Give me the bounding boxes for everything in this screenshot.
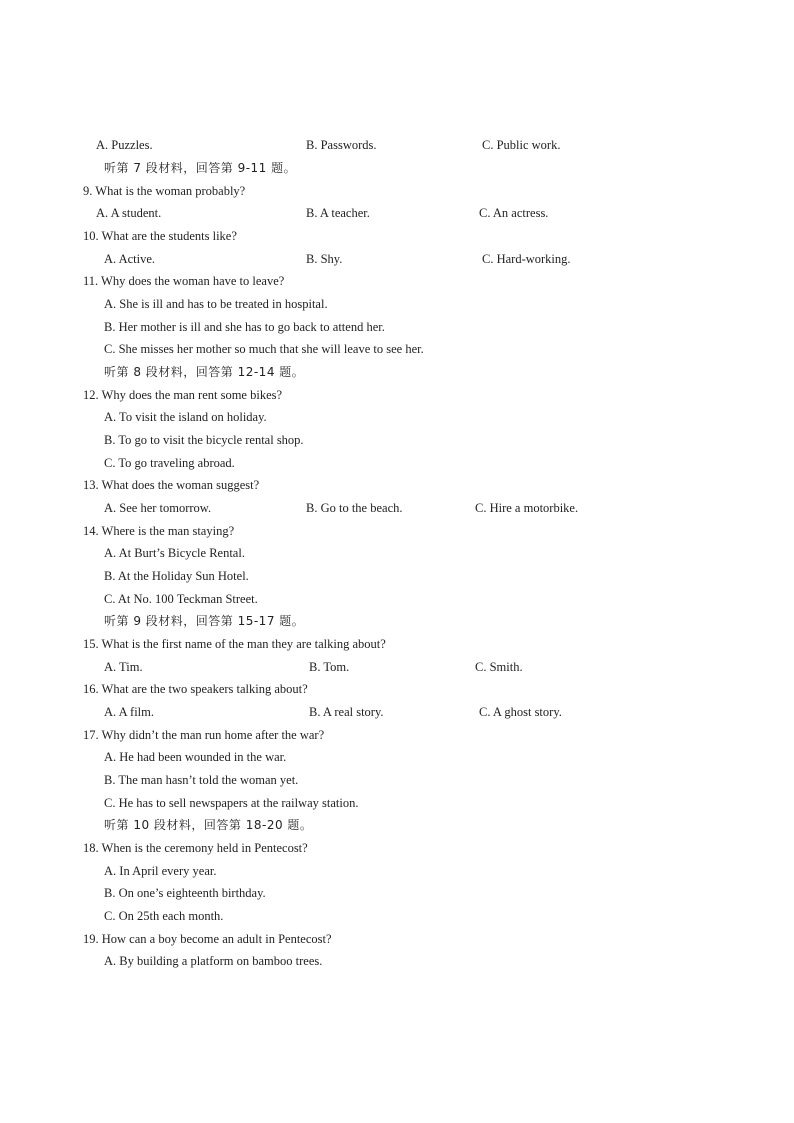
- section-header-8: 听第 8 段材料，回答第 12-14 题。: [104, 365, 305, 379]
- option-a: A. By building a platform on bamboo trees.: [104, 954, 323, 968]
- option-c: C. On 25th each month.: [104, 909, 224, 923]
- option-b: B. To go to visit the bicycle rental shop.: [104, 433, 304, 447]
- option-a: A. He had been wounded in the war.: [104, 750, 287, 764]
- question-stem: 10. What are the students like?: [83, 229, 237, 243]
- option-b: B. Her mother is ill and she has to go back to attend her.: [104, 320, 385, 334]
- question-stem: 15. What is the first name of the man they are talking about?: [83, 637, 386, 651]
- option-a: A. See her tomorrow.: [104, 501, 212, 515]
- section-header-10: 听第 10 段材料，回答第 18-20 题。: [104, 818, 313, 832]
- option-a: A. In April every year.: [104, 864, 217, 878]
- option-a: A. At Burt’s Bicycle Rental.: [104, 546, 245, 560]
- option-c: C. To go traveling abroad.: [104, 456, 235, 470]
- question-stem: 11. Why does the woman have to leave?: [83, 274, 285, 288]
- option-b: B. A real story.: [309, 705, 384, 719]
- option-b: B. Tom.: [309, 660, 350, 674]
- option-b: B. At the Holiday Sun Hotel.: [104, 569, 249, 583]
- option-b: B. On one’s eighteenth birthday.: [104, 886, 266, 900]
- option-a: A. Active.: [104, 252, 156, 266]
- option-c: C. Hard-working.: [482, 252, 571, 266]
- option-b: B. Go to the beach.: [306, 501, 403, 515]
- section-header-7: 听第 7 段材料，回答第 9-11 题。: [104, 161, 297, 175]
- option-c: C. She misses her mother so much that she will leave to see her.: [104, 342, 424, 356]
- option-c: C. An actress.: [479, 206, 549, 220]
- option-c: C. Smith.: [475, 660, 523, 674]
- option-a: A. A student.: [96, 206, 162, 220]
- option-a: A. To visit the island on holiday.: [104, 410, 267, 424]
- option-a: A. A film.: [104, 705, 155, 719]
- option-b: B. Passwords.: [306, 138, 377, 152]
- option-c: C. A ghost story.: [479, 705, 562, 719]
- option-c: C. He has to sell newspapers at the railway station.: [104, 796, 359, 810]
- question-stem: 18. When is the ceremony held in Pentecost?: [83, 841, 308, 855]
- option-c: C. At No. 100 Teckman Street.: [104, 592, 258, 606]
- question-stem: 14. Where is the man staying?: [83, 524, 235, 538]
- question-stem: 16. What are the two speakers talking about?: [83, 682, 308, 696]
- question-stem: 12. Why does the man rent some bikes?: [83, 388, 283, 402]
- option-b: B. The man hasn’t told the woman yet.: [104, 773, 299, 787]
- option-a: A. Tim.: [104, 660, 143, 674]
- question-stem: 13. What does the woman suggest?: [83, 478, 260, 492]
- question-stem: 9. What is the woman probably?: [83, 184, 246, 198]
- question-stem: 19. How can a boy become an adult in Pentecost?: [83, 932, 332, 946]
- question-stem: 17. Why didn’t the man run home after the war?: [83, 728, 325, 742]
- option-b: B. Shy.: [306, 252, 343, 266]
- section-header-9: 听第 9 段材料，回答第 15-17 题。: [104, 614, 305, 628]
- option-b: B. A teacher.: [306, 206, 370, 220]
- option-c: C. Public work.: [482, 138, 561, 152]
- option-a: A. She is ill and has to be treated in hospital.: [104, 297, 328, 311]
- option-a: A. Puzzles.: [96, 138, 153, 152]
- option-c: C. Hire a motorbike.: [475, 501, 579, 515]
